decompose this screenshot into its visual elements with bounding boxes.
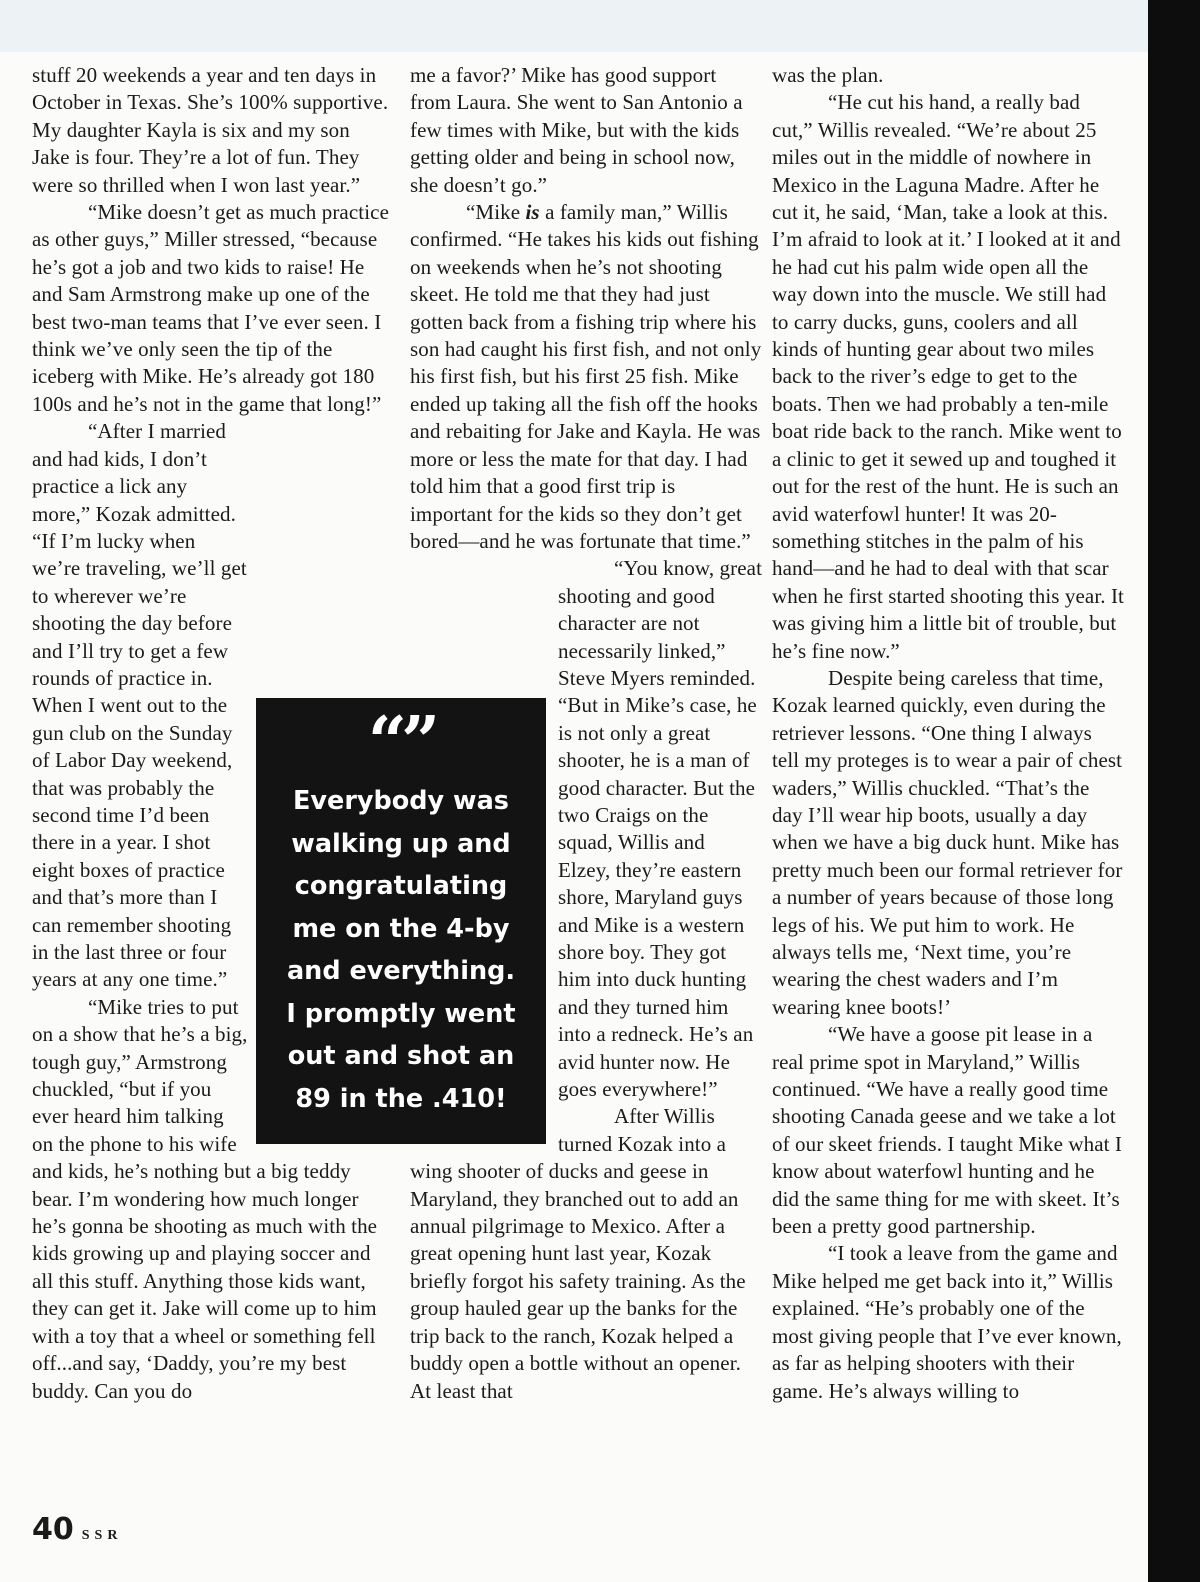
paragraph: “You know, great shooting and good character are not necessarily linked,” Steve Myers reminded. “But in Mike’s case, he is not only a great shooter, he is a man of good character. But the two Craigs on the squad, Willis and Elzey, they’re eastern shore, Maryland guys and Mike is a western shore boy. They got him into duck hunting and they turned him into a redneck. He’s an avid hunter now. He goes everywhere!” [558,556,763,1102]
pull-quote-line: me on the 4-by [292,913,510,944]
paragraph: After Willis turned Kozak into a wing shooter of ducks and geese in Maryland, they branched out to add an annual pilgrimage to Mexico. After a great opening hunt last year, Kozak briefly forgot his safety training. As the group hauled gear up the banks for the trip back to the ranch, Kozak helped a buddy open a bottle without an opener. At least that [410,1104,746,1403]
paragraph: Despite being careless that time, Kozak learned quickly, even during the retriever lessons. “One thing I always tell my proteges is to wear a pair of chest waders,” Willis chuckled. “That’s the day I’ll wear hip boots, usually a day when we have a big duck hunt. Mike has pretty much been our formal retriever for a number of years because of those long legs of his. We put him to work. He always tells me, ‘Next time, you’re wearing the chest waders and I’m wearing knee boots!’ [772,665,1123,1019]
pull-quote-text [256,780,546,1120]
pull-quote-line: and everything. [286,956,516,986]
pull-quote-line: congratulating [294,871,508,901]
paragraph: “I took a leave from the game and Mike helped me get back into it,” Willis explained. “He’s probably one of the most giving people that I’ve ever known, as far as helping shooters with their game. He’s always willing to [772,1241,1122,1403]
page-footer [32,1512,122,1547]
page-number: 40 [32,1512,74,1547]
paragraph: “He cut his hand, a really bad cut,” Willis revealed. “We’re about 25 miles out in the middle of nowhere in Mexico in the Laguna Madre. After he cut it, he said, ‘Man, take a look at this. I’m afraid to look at it.’ I looked at it and he had cut his palm wide open all the way down into the muscle. We still had to carry ducks, guns, coolers and all kinds of hunting gear about two miles back to the river’s edge to get to the boats. Then we had probably a ten-mile boat ride back to the ranch. Mike went to a clinic to get it sewed up and toughed it out for the rest of the hunt. He is such an avid waterfowl hunter! It was 20-something stitches in the palm of his hand—and he had to deal with that scar when he first started shooting this year. It was giving him a little bit of trouble, but he’s fine now.” [772,90,1124,663]
paragraph: “After I married and had kids, I don’t practice a lick any more,” Kozak admitted. “If I’m lucky when we’re traveling, we’ll get to wherever we’re shooting the day before and I’ll try to get a few rounds of practice in. When I went out to the gun club on the Sunday of Labor Day weekend, that was probably the second time I’d been there in a year. I shot eight boxes of practice and that’s more than I can remember shooting in the last three or four years at any one time.” [32,419,247,992]
paragraph [410,199,762,555]
pull-quote-line: out and shot an [287,1041,515,1071]
paragraph: “Mike doesn’t get as much practice as other guys,” Miller stressed, “because he’s got a job and two kids to raise! He and Sam Armstrong make up one of the best two-man teams that I’ve ever seen. I think we’ve only seen the tip of the iceberg with Mike. He’s already got 180 100s and he’s not in the game that long!” [32,200,389,416]
pull-quote-line: I promptly went [286,998,516,1029]
page-edge-shadow [1148,0,1200,1582]
pull-quote-line: walking up and [291,828,511,859]
magazine-name: SSR [81,1528,123,1543]
paragraph: “We have a goose pit lease in a real prime spot in Maryland,” Willis continued. “We have a really good time shooting Canada geese and we take a lot of our skeet friends. I taught Mike what I know about waterfowl hunting and he did the same thing for me with skeet. It’s been a pretty good partnership. [772,1022,1123,1239]
pull-quote-line: 89 in the .410! [295,1083,507,1114]
emphasis: is [525,200,540,225]
paragraph-lead: “Mike [466,200,526,225]
paragraph: stuff 20 weekends a year and ten days in October in Texas. She’s 100% supportive. My daughter Kayla is six and my son Jake is four. They’re a lot of fun. They were so thrilled when I won last year.” [32,63,389,197]
quote-marks-icon: “” [367,702,435,782]
paragraph-rest: a family man,” Willis confirmed. “He takes his kids out fishing on weekends when he’s not shooting skeet. He told me that they had just gotten back from a fishing trip where his son had caught his first fish, and not only his first fish, but his first 25 fish. Mike ended up taking all the fish off the hooks and rebaiting for Jake and Kayla. He was more or less the mate for that day. I had told him that a good first trip is important for the kids so they don’t get bored—and he was fortunate that time.” [410,200,762,553]
paragraph: was the plan. [772,63,884,87]
pull-quote-box [256,698,546,1144]
pull-quote-line: Everybody was [292,786,509,816]
paragraph: me a favor?’ Mike has good support from Laura. She went to San Antonio a few times with Mike, but with the kids getting older and being in school now, she doesn’t go.” [410,63,743,197]
article-column-3 [772,62,1124,1405]
paragraph: “Mike tries to put on a show that he’s a big, tough guy,” Armstrong chuckled, “but if you ever heard him talking on the phone to his wife and kids, he’s nothing but a big teddy bear. I’m wondering how much longer he’s gonna be shooting as much with the kids growing up and playing soccer and all this stuff. Anything those kids want, they can get it. Jake will come up to him with a toy that a wheel or something fell off...and say, ‘Daddy, you’re my best buddy. Can you do [32,994,378,1403]
top-scan-band [0,0,1148,52]
